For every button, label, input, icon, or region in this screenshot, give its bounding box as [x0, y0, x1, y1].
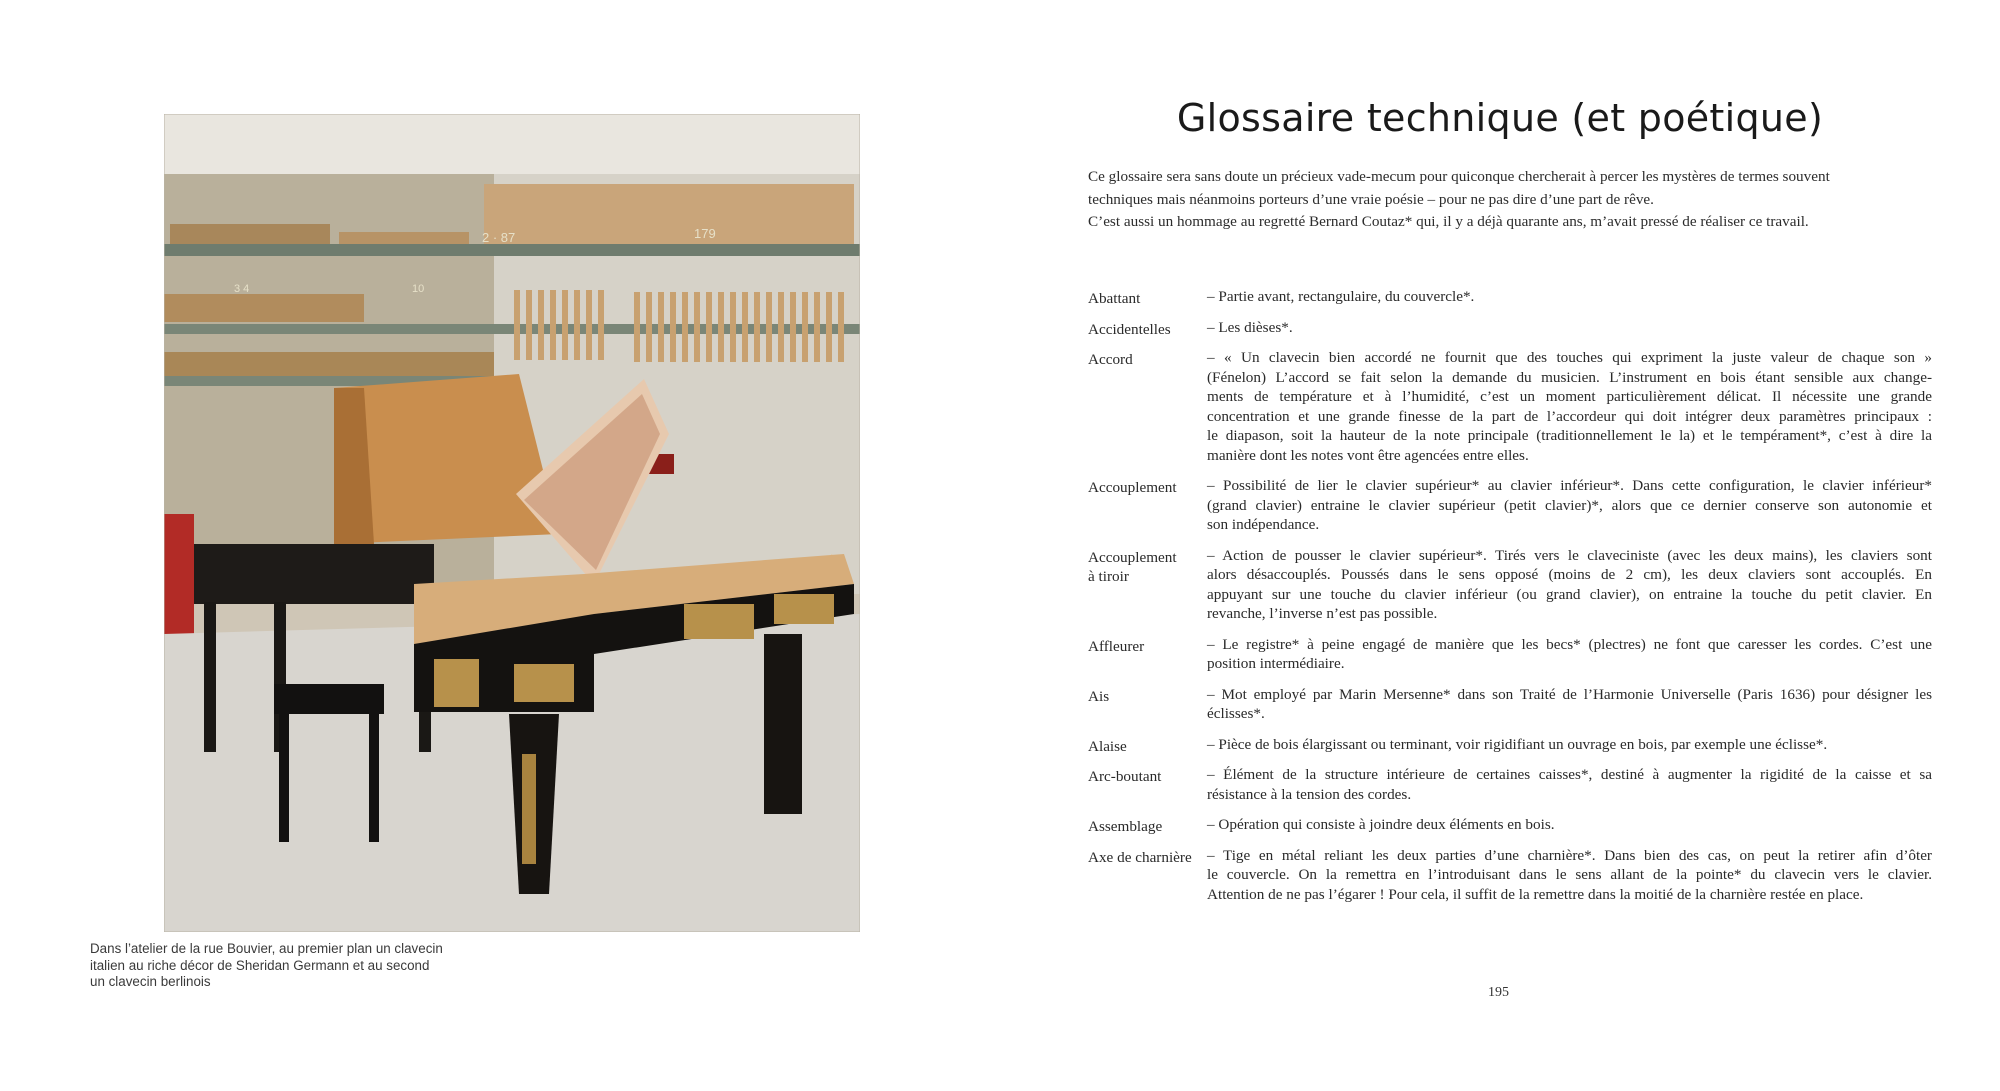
glossary-entry: [1088, 318, 1938, 338]
glossary-definition: [1207, 318, 1932, 338]
intro-line: C’est aussi un hommage au regretté Bernard Coutaz* qui, il y a déjà quarante ans, m’avait pressé de réaliser ce travail.: [1088, 213, 1809, 230]
definition-line: – Action de pousser le clavier supérieur*. Tirés vers le claveciniste (avec les deux mains), les claviers sont: [1207, 546, 1932, 564]
definition-line: (Fénelon) L’accord se fait selon la demande du musicien. L’instrument en bois étant sensible aux change-: [1207, 368, 1932, 386]
glossary-entry: [1088, 635, 1938, 674]
glossary-term: [1088, 478, 1208, 498]
definition-line: alors désaccouplés. Poussés dans le sens opposé (moins de 2 cm), les deux claviers sont accouplés. En: [1207, 566, 1932, 583]
definition-line: manière dont les notes vont être agencées entre elles.: [1207, 446, 1529, 464]
glossary-term: [1088, 687, 1208, 707]
page-title: [1000, 96, 2000, 140]
workshop-photo: [164, 114, 860, 932]
glossary-entry: [1088, 348, 1938, 465]
glossary-list: [1088, 276, 1938, 904]
glossary-term-line: Accidentelles: [1088, 320, 1171, 338]
definition-line: – Élément de la structure intérieure de certaines caisses*, destiné à augmenter la rigidité de la caisse et sa: [1207, 766, 1932, 783]
glossary-term: [1088, 320, 1208, 340]
glossary-term-line: Accord: [1088, 351, 1133, 368]
glossary-term-line: Arc-boutant: [1088, 768, 1162, 785]
definition-line: – Mot employé par Marin Mersenne* dans son Traité de l’Harmonie Universelle (Paris 1636) pour désigner les: [1207, 685, 1932, 703]
definition-line: ments de température et à l’humidité, c’est un moment particulièrement délicat. Il nécessite une grande: [1207, 388, 1932, 405]
glossary-term: [1088, 817, 1208, 837]
shelf-label: 10: [412, 283, 425, 295]
glossary-definition: [1207, 765, 1932, 804]
harpsichord-workshop-image: [164, 114, 860, 932]
glossary-term: [1088, 767, 1208, 787]
glossary-term-line: à tiroir: [1088, 568, 1129, 585]
definition-line: – Opération qui consiste à joindre deux éléments en bois.: [1207, 816, 1555, 833]
caption-line: italien au riche décor de Sheridan Germann et au second: [90, 957, 430, 973]
glossary-entry: [1088, 735, 1938, 755]
shelf-label: 2 · 87: [482, 230, 516, 245]
glossary-term: [1088, 548, 1208, 587]
glossary-definition: [1207, 815, 1932, 835]
definition-line: résistance à la tension des cordes.: [1207, 785, 1412, 803]
glossary-entry: [1088, 685, 1938, 724]
definition-line: (grand clavier) entraine le clavier supérieur (petit clavier)*, alors que ce dernier conserve son autonomie et: [1207, 496, 1932, 514]
glossary-definition: [1207, 685, 1932, 724]
glossary-definition: [1207, 476, 1932, 535]
glossary-term: [1088, 289, 1208, 309]
definition-line: – Partie avant, rectangulaire, du couvercle*.: [1207, 288, 1475, 305]
glossary-definition: [1207, 546, 1932, 624]
glossary-term-line: Alaise: [1088, 737, 1127, 755]
definition-line: Attention de ne pas l’égarer ! Pour cela, il suffit de la remettre dans la moitié de la charnière restée en place.: [1207, 885, 1864, 903]
glossary-term: [1088, 350, 1208, 370]
definition-line: – Tige en métal reliant les deux parties d’une charnière*. Dans bien des cas, on peut la retirer afin d’ôter: [1207, 846, 1932, 864]
glossary-definition: [1207, 287, 1932, 307]
shelf-label: 179: [694, 226, 716, 241]
definition-line: – « Un clavecin bien accordé ne fournit que des touches qui expriment la juste valeur de chaque son »: [1207, 349, 1932, 366]
glossary-term: [1088, 848, 1208, 868]
glossary-term: [1088, 637, 1208, 657]
glossary-entry: [1088, 846, 1938, 905]
page-title-text: Glossaire technique (et poétique): [1176, 96, 1824, 140]
right-page: [1000, 0, 2000, 1091]
shelf-label: 3 4: [234, 283, 250, 295]
definition-line: – Le registre* à peine engagé de manière que les becs* (plectres) ne font que caresser les cordes. C’est une: [1207, 635, 1932, 653]
glossary-term-line: Accouplement: [1088, 548, 1177, 566]
definition-line: le diapason, soit la hauteur de la note principale (traditionnellement le la) et le tempérament*, c’est à dire la: [1207, 427, 1932, 444]
intro-line: Ce glossaire sera sans doute un précieux vade-mecum pour quiconque chercherait à percer les mystères de termes souvent: [1088, 168, 1830, 185]
definition-line: éclisses*.: [1207, 705, 1265, 722]
definition-line: le couvercle. On la remettra en l’introduisant dans le sens allant de la pointe* du clavecin vers le clavier.: [1207, 866, 1932, 883]
glossary-term-line: Accouplement: [1088, 479, 1177, 496]
glossary-term-line: Ais: [1088, 687, 1110, 705]
glossary-entry: [1088, 765, 1938, 804]
definition-line: position intermédiaire.: [1207, 655, 1345, 672]
definition-line: revanche, l’inverse n’est pas possible.: [1207, 605, 1438, 622]
definition-line: concentration et une grande finesse de la part de l’accordeur qui doit intégrer deux paramètres principaux :: [1207, 407, 1932, 425]
glossary-entry: [1088, 546, 1938, 624]
definition-line: – Possibilité de lier le clavier supérieur* au clavier inférieur*. Dans cette configuration, le clavier inférieur*: [1207, 477, 1932, 494]
glossary-term-line: Abattant: [1088, 290, 1141, 307]
definition-line: son indépendance.: [1207, 516, 1320, 533]
glossary-definition: [1207, 348, 1932, 465]
glossary-term-line: Axe de charnière: [1088, 848, 1192, 866]
glossary-entry: [1088, 815, 1938, 835]
glossary-definition: [1207, 735, 1932, 755]
caption-line: un clavecin berlinois: [90, 974, 211, 989]
glossary-term-line: Affleurer: [1088, 637, 1145, 655]
glossary-entry: [1088, 287, 1938, 307]
glossary-term: [1088, 737, 1208, 757]
definition-line: – Les dièses*.: [1207, 318, 1293, 336]
glossary-term-line: Assemblage: [1088, 818, 1163, 835]
intro-line: techniques mais néanmoins porteurs d’une vraie poésie – pour ne pas dire d’une part de rêve.: [1088, 190, 1654, 208]
figure-caption: [90, 941, 490, 991]
definition-line: – Pièce de bois élargissant ou terminant, voir rigidifiant un ouvrage en bois, par exemple une éclisse*.: [1207, 735, 1828, 753]
glossary-entry: [1088, 476, 1938, 535]
intro-paragraph: [1088, 166, 1948, 234]
caption-line: Dans l’atelier de la rue Bouvier, au premier plan un clavecin: [90, 941, 443, 956]
definition-line: appuyant sur une touche du clavier inférieur (ou grand clavier), on entraine la touche du petit clavier. En: [1207, 585, 1932, 603]
glossary-definition: [1207, 635, 1932, 674]
page-number: 195: [1488, 985, 1509, 1000]
glossary-definition: [1207, 846, 1932, 905]
